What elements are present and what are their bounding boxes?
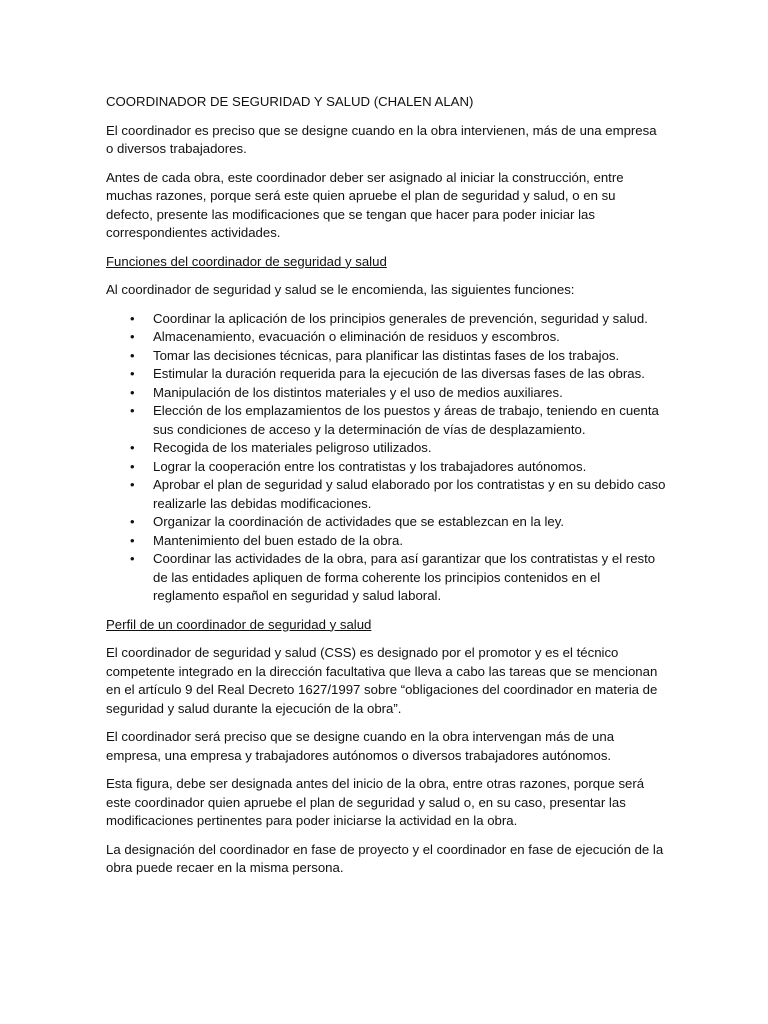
intro-paragraph-2: Antes de cada obra, este coordinador deber ser asignado al iniciar la construcción, entre muchas razones, porque será este quien apruebe el plan de seguridad y salud, o en su defecto, presente las modificaciones que se tengan que hacer para poder iniciar las correspondientes actividades. xyxy=(106,169,624,240)
list-item xyxy=(106,458,666,477)
list-item xyxy=(106,402,666,439)
document-title: COORDINADOR DE SEGURIDAD Y SALUD (CHALEN ALAN) xyxy=(106,94,474,109)
list-item-text: Tomar las decisiones técnicas, para planificar las distintas fases de los trabajos. xyxy=(153,347,620,363)
list-item-text: Coordinar la aplicación de los principios generales de prevención, seguridad y salud. xyxy=(153,310,648,326)
bullet-icon: • xyxy=(130,551,135,566)
bullet-icon: • xyxy=(130,458,135,474)
list-item-text: Lograr la cooperación entre los contratistas y los trabajadores autónomos. xyxy=(153,458,587,474)
list-item-text: Almacenamiento, evacuación o eliminación de residuos y escombros. xyxy=(153,329,560,344)
list-item xyxy=(106,365,666,384)
document-page xyxy=(106,93,666,888)
bullet-icon: • xyxy=(130,514,135,529)
profile-paragraph-2: El coordinador será preciso que se designe cuando en la obra intervengan más de una empresa, una empresa y trabajadores autónomos o diversos trabajadores autónomos. xyxy=(106,729,615,763)
profile-paragraph-3: Esta figura, debe ser designada antes del inicio de la obra, entre otras razones, porque será este coordinador quien apruebe el plan de seguridad y salud o, en su caso, presentar las modificaciones pertinentes para poder iniciarse la actividad en la obra. xyxy=(106,776,645,828)
bullet-icon: • xyxy=(130,440,135,455)
bullet-icon: • xyxy=(130,310,135,326)
intro-paragraph-1: El coordinador es preciso que se designe cuando en la obra intervienen, más de una empresa o diversos trabajadores. xyxy=(106,122,657,156)
list-item-text: Mantenimiento del buen estado de la obra. xyxy=(153,532,404,548)
bullet-icon: • xyxy=(130,384,135,400)
bullet-icon: • xyxy=(130,532,135,548)
list-item xyxy=(106,310,666,329)
profile-paragraph-1: El coordinador de seguridad y salud (CSS) es designado por el promotor y es el técnico competente integrado en la dirección facultativa que lleva a cabo las tareas que se mencionan en el artículo 9 del Real Decreto 1627/1997 sobre “obligaciones del coordinador en materia de seguridad y salud durante la ejecución de la obra”. xyxy=(106,645,658,716)
bullet-icon: • xyxy=(130,347,135,363)
profile-heading: Perfil de un coordinador de seguridad y salud xyxy=(106,616,372,632)
list-item xyxy=(106,347,666,366)
functions-heading: Funciones del coordinador de seguridad y salud xyxy=(106,253,387,269)
list-item xyxy=(106,384,666,403)
bullet-icon: • xyxy=(130,477,135,492)
functions-list xyxy=(106,310,666,606)
bullet-icon: • xyxy=(130,329,135,344)
list-item xyxy=(106,513,666,532)
list-item xyxy=(106,476,666,513)
list-item xyxy=(106,550,666,606)
list-item xyxy=(106,328,666,347)
list-item-text: Estimular la duración requerida para la ejecución de las diversas fases de las obras. xyxy=(153,366,645,381)
list-item xyxy=(106,439,666,458)
list-item-text: Elección de los emplazamientos de los puestos y áreas de trabajo, teniendo en cuenta sus condiciones de acceso y la determinación de vías de desplazamiento. xyxy=(153,403,659,437)
functions-lead: Al coordinador de seguridad y salud se le encomienda, las siguientes funciones: xyxy=(106,282,575,297)
list-item xyxy=(106,532,666,551)
profile-paragraph-4: La designación del coordinador en fase de proyecto y el coordinador en fase de ejecución de la obra puede recaer en la misma persona. xyxy=(106,841,664,875)
list-item-text: Aprobar el plan de seguridad y salud elaborado por los contratistas y en su debido caso realizarle las debidas modificaciones. xyxy=(153,477,666,511)
bullet-icon: • xyxy=(130,403,135,418)
bullet-icon: • xyxy=(130,366,135,381)
list-item-text: Recogida de los materiales peligroso utilizados. xyxy=(153,440,432,455)
list-item-text: Organizar la coordinación de actividades que se establezcan en la ley. xyxy=(153,514,565,529)
list-item-text: Coordinar las actividades de la obra, para así garantizar que los contratistas y el resto de las entidades apliquen de forma coherente los principios contenidos en el reglamento español en seguridad y salud laboral. xyxy=(153,551,656,603)
list-item-text: Manipulación de los distintos materiales y el uso de medios auxiliares. xyxy=(153,384,563,400)
